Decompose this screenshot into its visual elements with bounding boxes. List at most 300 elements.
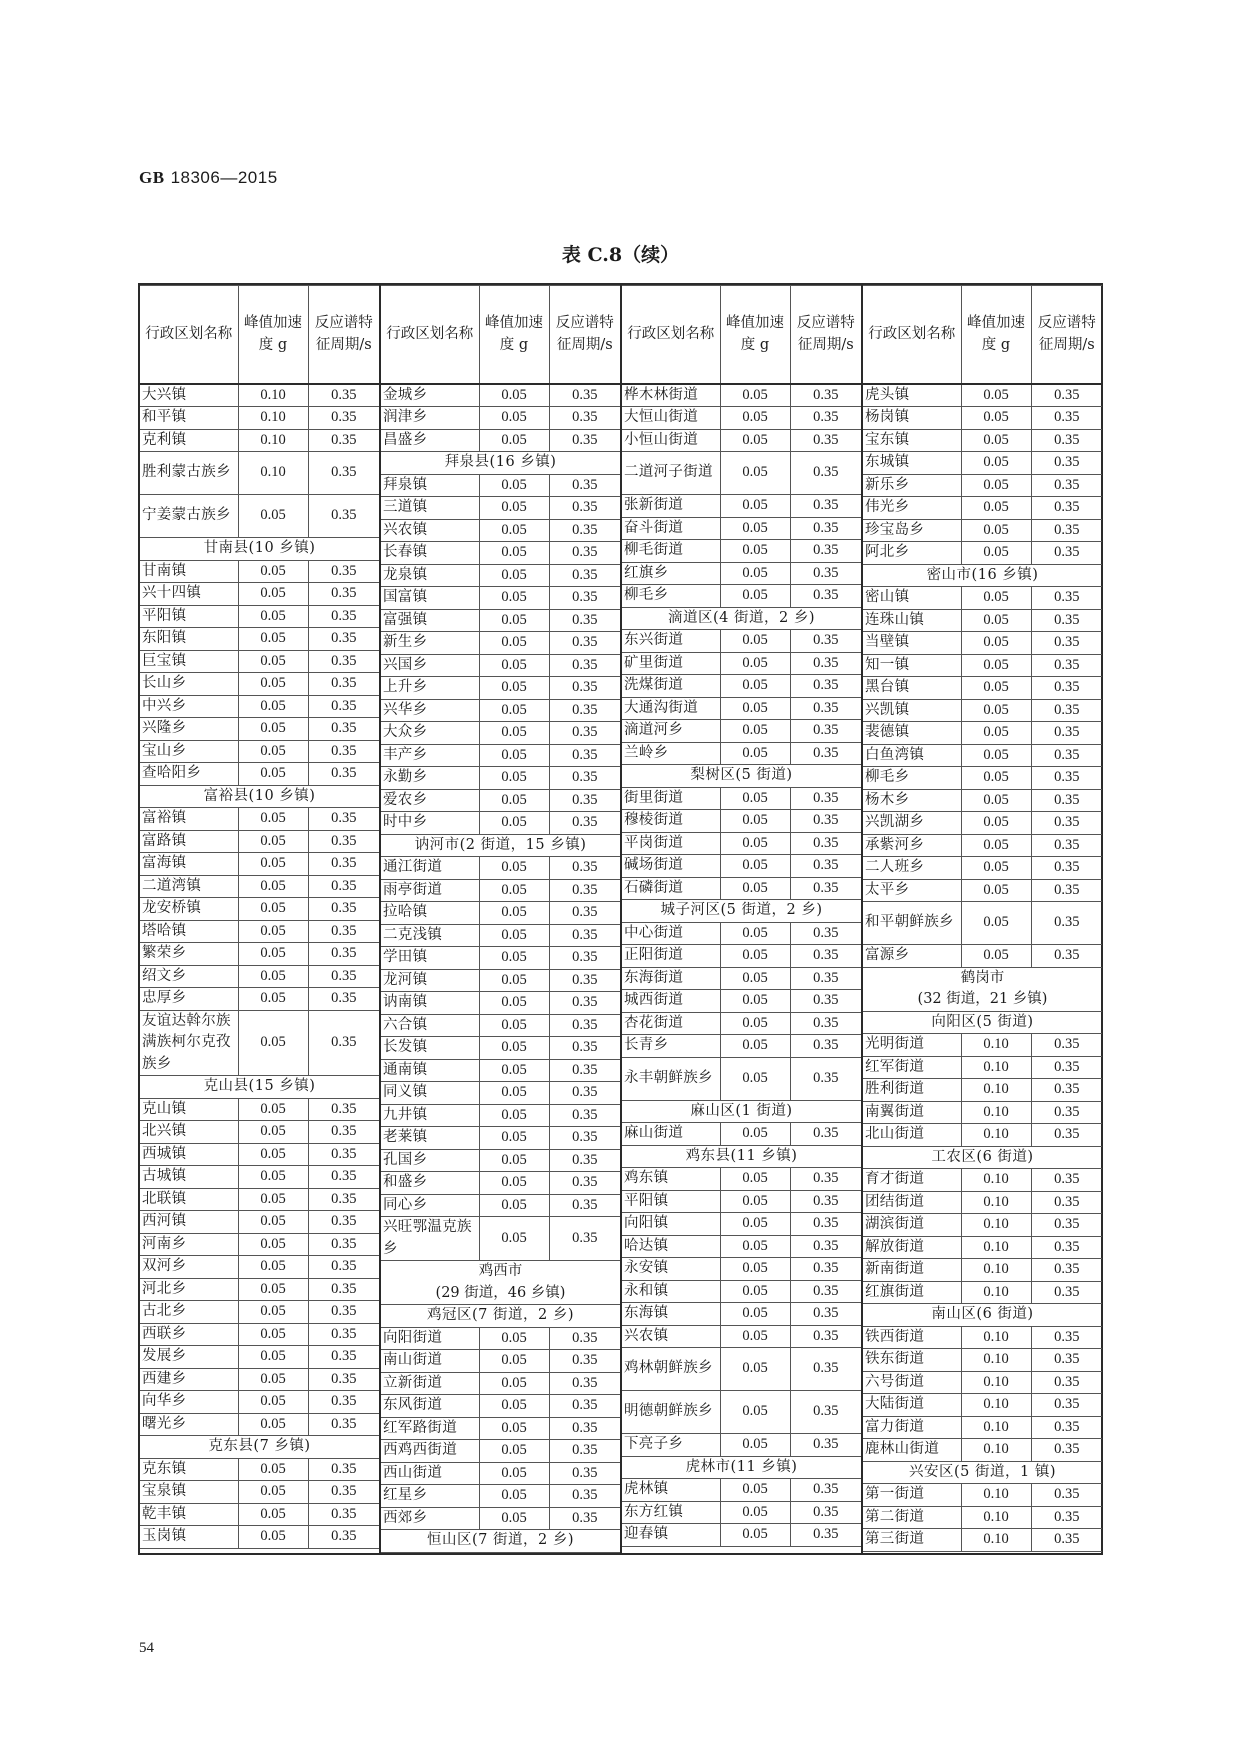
pga-cell: 0.05 [961, 407, 1031, 430]
region-name-cell: 和盛乡 [381, 1172, 479, 1195]
period-cell: 0.35 [549, 1417, 620, 1440]
table-row [863, 587, 1102, 610]
pga-cell: 0.05 [479, 632, 549, 655]
header-period: 反应谱特征周期/s [1031, 286, 1102, 384]
period-cell: 0.35 [549, 992, 620, 1015]
data-table [138, 283, 1103, 1555]
table-row [381, 609, 620, 632]
period-cell: 0.35 [549, 879, 620, 902]
pga-cell: 0.05 [479, 1395, 549, 1418]
pga-cell: 0.05 [720, 1280, 790, 1303]
table-row [381, 1059, 620, 1082]
period-cell: 0.35 [308, 1166, 379, 1189]
group-header-row [140, 538, 379, 561]
period-cell: 0.35 [549, 407, 620, 430]
table-row [622, 540, 861, 563]
region-name-cell: 湖滨街道 [863, 1214, 961, 1237]
pga-cell: 0.05 [720, 429, 790, 452]
region-name-cell: 二克浅镇 [381, 924, 479, 947]
group-label: 麻山区(1 街道) [622, 1100, 861, 1123]
region-name-cell: 同心乡 [381, 1194, 479, 1217]
pga-cell: 0.10 [961, 1124, 1031, 1147]
period-cell: 0.35 [549, 497, 620, 520]
table-row [140, 830, 379, 853]
region-name-cell: 昌盛乡 [381, 429, 479, 452]
table-row [381, 722, 620, 745]
period-cell: 0.35 [549, 1149, 620, 1172]
pga-cell: 0.10 [961, 1259, 1031, 1282]
period-cell: 0.35 [308, 920, 379, 943]
period-cell: 0.35 [549, 677, 620, 700]
table-column-2 [381, 285, 622, 1553]
region-name-cell: 红军街道 [863, 1056, 961, 1079]
table-row [863, 1056, 1102, 1079]
table-row [863, 1506, 1102, 1529]
period-cell: 0.35 [790, 1479, 861, 1502]
region-name-cell: 碱场街道 [622, 855, 720, 878]
period-cell: 0.35 [790, 495, 861, 518]
period-cell: 0.35 [308, 808, 379, 831]
pga-cell: 0.05 [479, 429, 549, 452]
period-cell: 0.35 [308, 384, 379, 407]
pga-cell: 0.05 [720, 1479, 790, 1502]
period-cell: 0.35 [308, 1121, 379, 1144]
region-name-cell: 六号街道 [863, 1371, 961, 1394]
period-cell: 0.35 [308, 1368, 379, 1391]
period-cell: 0.35 [790, 652, 861, 675]
pga-cell: 0.05 [238, 1121, 308, 1144]
pga-cell: 0.05 [238, 1188, 308, 1211]
period-cell: 0.35 [790, 1280, 861, 1303]
table-row [381, 1127, 620, 1150]
table-row [622, 517, 861, 540]
period-cell: 0.35 [549, 699, 620, 722]
period-cell: 0.35 [1031, 1056, 1102, 1079]
table-row [863, 1416, 1102, 1439]
period-cell: 0.35 [308, 650, 379, 673]
table-row [863, 654, 1102, 677]
region-name-cell: 向阳镇 [622, 1213, 720, 1236]
region-name-cell: 永丰朝鲜族乡 [622, 1057, 720, 1100]
table-row [622, 855, 861, 878]
region-name-cell: 西建乡 [140, 1368, 238, 1391]
region-name-cell: 街里街道 [622, 787, 720, 810]
region-name-cell: 富海镇 [140, 853, 238, 876]
pga-cell: 0.05 [961, 677, 1031, 700]
pga-cell: 0.05 [238, 1010, 308, 1076]
period-cell: 0.35 [790, 1348, 861, 1391]
group-label: 虎林市(11 乡镇) [622, 1456, 861, 1479]
period-cell: 0.35 [549, 857, 620, 880]
period-cell: 0.35 [549, 1127, 620, 1150]
region-name-cell: 红旗乡 [622, 562, 720, 585]
period-cell: 0.35 [790, 675, 861, 698]
group-label: 兴安区(5 街道，1 镇) [863, 1461, 1102, 1484]
table-row [381, 744, 620, 767]
pga-cell: 0.05 [961, 609, 1031, 632]
period-cell: 0.35 [790, 1235, 861, 1258]
pga-cell: 0.05 [238, 943, 308, 966]
region-name-cell: 第三街道 [863, 1529, 961, 1552]
period-cell: 0.35 [549, 1217, 620, 1261]
region-name-cell: 古城镇 [140, 1166, 238, 1189]
region-name-cell: 解放街道 [863, 1236, 961, 1259]
region-name-cell: 长春镇 [381, 542, 479, 565]
period-cell: 0.35 [790, 810, 861, 833]
period-cell: 0.35 [1031, 384, 1102, 407]
pga-cell: 0.05 [479, 384, 549, 407]
period-cell: 0.35 [790, 1123, 861, 1146]
group-label [863, 967, 1102, 1011]
pga-cell: 0.05 [961, 857, 1031, 880]
region-name-cell: 永和镇 [622, 1280, 720, 1303]
period-cell: 0.35 [1031, 1349, 1102, 1372]
period-cell: 0.35 [308, 853, 379, 876]
pga-cell: 0.05 [961, 632, 1031, 655]
period-cell: 0.35 [790, 1501, 861, 1524]
table-row [863, 542, 1102, 565]
period-cell: 0.35 [549, 744, 620, 767]
period-cell: 0.35 [549, 474, 620, 497]
table-row [622, 967, 861, 990]
region-name-cell: 富裕镇 [140, 808, 238, 831]
region-name-cell: 北联镇 [140, 1188, 238, 1211]
region-name-cell: 南山街道 [381, 1350, 479, 1373]
table-row [622, 720, 861, 743]
table-row [622, 1325, 861, 1348]
group-label: 拜泉县(16 乡镇) [381, 452, 620, 475]
group-header-row [863, 1146, 1102, 1169]
table-row [140, 988, 379, 1011]
table-row [140, 965, 379, 988]
group-header-row [863, 564, 1102, 587]
table-row [140, 560, 379, 583]
table-row [863, 1236, 1102, 1259]
table-row [622, 562, 861, 585]
region-name-cell: 北兴镇 [140, 1121, 238, 1144]
period-cell: 0.35 [549, 519, 620, 542]
pga-cell: 0.05 [238, 1211, 308, 1234]
table-row [140, 452, 379, 495]
period-cell: 0.35 [790, 1524, 861, 1547]
region-name-cell: 第二街道 [863, 1506, 961, 1529]
pga-cell: 0.10 [961, 1101, 1031, 1124]
table-column-4 [863, 285, 1102, 1553]
group-label: 克山县(15 乡镇) [140, 1076, 379, 1099]
region-name-cell: 通南镇 [381, 1059, 479, 1082]
table-row [381, 677, 620, 700]
period-cell: 0.35 [549, 1395, 620, 1418]
table-row [140, 1503, 379, 1526]
pga-cell: 0.05 [479, 1037, 549, 1060]
standard-code [139, 168, 278, 188]
group-label [381, 1261, 620, 1305]
pga-cell: 0.05 [961, 384, 1031, 407]
region-name-cell: 长青乡 [622, 1035, 720, 1058]
period-cell: 0.35 [308, 1481, 379, 1504]
group-header-row [622, 1145, 861, 1168]
period-cell: 0.35 [308, 407, 379, 430]
table-row [622, 1235, 861, 1258]
period-cell: 0.35 [308, 1098, 379, 1121]
period-cell: 0.35 [790, 990, 861, 1013]
region-name-cell: 西山街道 [381, 1462, 479, 1485]
pga-cell: 0.10 [961, 1079, 1031, 1102]
pga-cell: 0.05 [238, 1368, 308, 1391]
region-name-cell: 大众乡 [381, 722, 479, 745]
group-header-row [622, 900, 861, 923]
region-name-cell: 鹿林山街道 [863, 1439, 961, 1462]
pga-cell: 0.05 [479, 992, 549, 1015]
table-row [381, 812, 620, 835]
period-cell: 0.35 [790, 384, 861, 407]
period-cell: 0.35 [549, 564, 620, 587]
region-name-cell: 绍文乡 [140, 965, 238, 988]
table-row [381, 519, 620, 542]
region-name-cell: 柳毛街道 [622, 540, 720, 563]
pga-cell: 0.05 [720, 1391, 790, 1434]
pga-cell: 0.05 [720, 1235, 790, 1258]
group-label-line2: (32 街道，21 乡镇) [917, 991, 1048, 1007]
pga-cell: 0.05 [479, 519, 549, 542]
table-row [622, 675, 861, 698]
period-cell: 0.35 [1031, 1371, 1102, 1394]
period-cell: 0.35 [308, 988, 379, 1011]
table-row [622, 1012, 861, 1035]
pga-cell: 0.10 [238, 429, 308, 452]
table-row [381, 429, 620, 452]
period-cell: 0.35 [549, 1507, 620, 1530]
region-name-cell: 克东镇 [140, 1458, 238, 1481]
period-cell: 0.35 [1031, 1101, 1102, 1124]
pga-cell: 0.10 [238, 407, 308, 430]
region-name-cell: 向华乡 [140, 1391, 238, 1414]
table-row [381, 1507, 620, 1530]
period-cell: 0.35 [790, 967, 861, 990]
region-name-cell: 杨木乡 [863, 789, 961, 812]
region-name-cell: 通江街道 [381, 857, 479, 880]
pga-cell: 0.05 [720, 990, 790, 1013]
table-column-1 [140, 285, 381, 1553]
region-name-cell: 连珠山镇 [863, 609, 961, 632]
group-header-row [863, 1011, 1102, 1034]
period-cell: 0.35 [1031, 1506, 1102, 1529]
region-name-cell: 新南街道 [863, 1259, 961, 1282]
period-cell: 0.35 [1031, 519, 1102, 542]
period-cell: 0.35 [308, 429, 379, 452]
region-name-cell: 乾丰镇 [140, 1503, 238, 1526]
table-row [140, 1458, 379, 1481]
table-row [140, 1143, 379, 1166]
region-name-cell: 迎春镇 [622, 1524, 720, 1547]
table-row [863, 677, 1102, 700]
region-name-cell: 平岗街道 [622, 832, 720, 855]
table-row [381, 1485, 620, 1508]
pga-cell: 0.05 [479, 722, 549, 745]
pga-cell: 0.10 [961, 1191, 1031, 1214]
table-row [622, 1123, 861, 1146]
region-name-cell: 虎林镇 [622, 1479, 720, 1502]
period-cell: 0.35 [790, 517, 861, 540]
period-cell: 0.35 [1031, 1124, 1102, 1147]
region-name-cell: 双河乡 [140, 1256, 238, 1279]
pga-cell: 0.05 [238, 988, 308, 1011]
period-cell: 0.35 [549, 969, 620, 992]
region-name-cell: 大陆街道 [863, 1394, 961, 1417]
pga-cell: 0.05 [479, 654, 549, 677]
pga-cell: 0.10 [238, 452, 308, 495]
region-name-cell: 新生乡 [381, 632, 479, 655]
pga-cell: 0.05 [479, 1485, 549, 1508]
group-header-row [622, 1100, 861, 1123]
table-row [622, 1057, 861, 1100]
region-name-cell: 麻山街道 [622, 1123, 720, 1146]
region-name-cell: 龙泉镇 [381, 564, 479, 587]
period-cell: 0.35 [549, 1440, 620, 1463]
table-row [140, 673, 379, 696]
region-name-cell: 平阳镇 [140, 605, 238, 628]
region-name-cell: 宁姜蒙古族乡 [140, 495, 238, 538]
pga-cell: 0.05 [238, 853, 308, 876]
period-cell: 0.35 [549, 1194, 620, 1217]
pga-cell: 0.05 [479, 407, 549, 430]
table-row [381, 1104, 620, 1127]
pga-cell: 0.05 [720, 1303, 790, 1326]
region-name-cell: 兴华乡 [381, 699, 479, 722]
region-name-cell: 雨亭街道 [381, 879, 479, 902]
table-row [622, 990, 861, 1013]
table-row [863, 789, 1102, 812]
pga-cell: 0.05 [238, 628, 308, 651]
pga-cell: 0.05 [238, 965, 308, 988]
pga-cell: 0.05 [238, 830, 308, 853]
region-name-cell: 立新街道 [381, 1372, 479, 1395]
region-name-cell: 育才街道 [863, 1169, 961, 1192]
period-cell: 0.35 [790, 787, 861, 810]
region-name-cell: 兴凯湖乡 [863, 812, 961, 835]
pga-cell: 0.05 [238, 1458, 308, 1481]
pga-cell: 0.05 [961, 812, 1031, 835]
table-row [381, 587, 620, 610]
period-cell: 0.35 [790, 407, 861, 430]
table-row [622, 1501, 861, 1524]
pga-cell: 0.05 [720, 384, 790, 407]
region-name-cell: 二道河子街道 [622, 452, 720, 495]
table-row [140, 898, 379, 921]
pga-cell: 0.05 [479, 677, 549, 700]
table-row [140, 1368, 379, 1391]
group-header-row [381, 1530, 620, 1553]
pga-cell: 0.05 [238, 673, 308, 696]
group-label-line1: 鹤岗市 [960, 969, 1005, 986]
pga-cell: 0.05 [720, 1524, 790, 1547]
table-row [863, 1124, 1102, 1147]
table-row [381, 564, 620, 587]
table-row [622, 495, 861, 518]
pga-cell: 0.05 [479, 474, 549, 497]
region-name-cell: 张新街道 [622, 495, 720, 518]
period-cell: 0.35 [790, 832, 861, 855]
table-row [381, 1149, 620, 1172]
period-cell: 0.35 [1031, 1484, 1102, 1507]
period-cell: 0.35 [549, 1014, 620, 1037]
period-cell: 0.35 [790, 1012, 861, 1035]
period-cell: 0.35 [1031, 474, 1102, 497]
pga-cell: 0.05 [479, 744, 549, 767]
period-cell: 0.35 [1031, 1259, 1102, 1282]
region-name-cell: 兴旺鄂温克族乡 [381, 1217, 479, 1261]
region-name-cell: 西联乡 [140, 1323, 238, 1346]
pga-cell: 0.10 [238, 384, 308, 407]
period-cell: 0.35 [308, 452, 379, 495]
table-row [622, 1391, 861, 1434]
region-name-cell: 九井镇 [381, 1104, 479, 1127]
period-cell: 0.35 [308, 628, 379, 651]
pga-cell: 0.05 [720, 1190, 790, 1213]
pga-cell: 0.05 [479, 1172, 549, 1195]
table-row [622, 697, 861, 720]
pga-cell: 0.05 [720, 720, 790, 743]
pga-cell: 0.05 [720, 742, 790, 765]
group-label: 工农区(6 街道) [863, 1146, 1102, 1169]
pga-cell: 0.05 [720, 1258, 790, 1281]
pga-cell: 0.05 [238, 605, 308, 628]
pga-cell: 0.10 [961, 1281, 1031, 1304]
region-name-cell: 红旗街道 [863, 1281, 961, 1304]
pga-cell: 0.05 [238, 740, 308, 763]
region-name-cell: 哈达镇 [622, 1235, 720, 1258]
region-name-cell: 东方红镇 [622, 1501, 720, 1524]
pga-cell: 0.05 [720, 945, 790, 968]
table-row [381, 1372, 620, 1395]
region-name-cell: 繁荣乡 [140, 943, 238, 966]
pga-cell: 0.05 [961, 497, 1031, 520]
region-name-cell: 六合镇 [381, 1014, 479, 1037]
region-name-cell: 老莱镇 [381, 1127, 479, 1150]
region-name-cell: 同义镇 [381, 1082, 479, 1105]
pga-cell: 0.05 [238, 898, 308, 921]
table-row [863, 1169, 1102, 1192]
period-cell: 0.35 [308, 1391, 379, 1414]
period-cell: 0.35 [790, 540, 861, 563]
table-row [381, 654, 620, 677]
pga-cell: 0.05 [720, 585, 790, 608]
period-cell: 0.35 [549, 902, 620, 925]
pga-cell: 0.05 [479, 1350, 549, 1373]
region-name-cell: 红星乡 [381, 1485, 479, 1508]
pga-cell: 0.10 [961, 1326, 1031, 1349]
period-cell: 0.35 [790, 1434, 861, 1457]
header-pga: 峰值加速度 g [961, 286, 1031, 384]
period-cell: 0.35 [790, 877, 861, 900]
period-cell: 0.35 [1031, 407, 1102, 430]
region-name-cell: 东城镇 [863, 452, 961, 475]
region-name-cell: 拉哈镇 [381, 902, 479, 925]
page-number: 54 [139, 1640, 154, 1656]
pga-cell: 0.05 [238, 495, 308, 538]
region-name-cell: 兴隆乡 [140, 718, 238, 741]
period-cell: 0.35 [790, 1057, 861, 1100]
pga-cell: 0.05 [720, 967, 790, 990]
region-name-cell: 向阳街道 [381, 1327, 479, 1350]
region-name-cell: 阿北乡 [863, 542, 961, 565]
pga-cell: 0.10 [961, 1214, 1031, 1237]
region-name-cell: 胜利街道 [863, 1079, 961, 1102]
table-row [863, 1281, 1102, 1304]
region-name-cell: 富源乡 [863, 945, 961, 968]
pga-cell: 0.05 [238, 583, 308, 606]
region-name-cell: 兴凯镇 [863, 699, 961, 722]
